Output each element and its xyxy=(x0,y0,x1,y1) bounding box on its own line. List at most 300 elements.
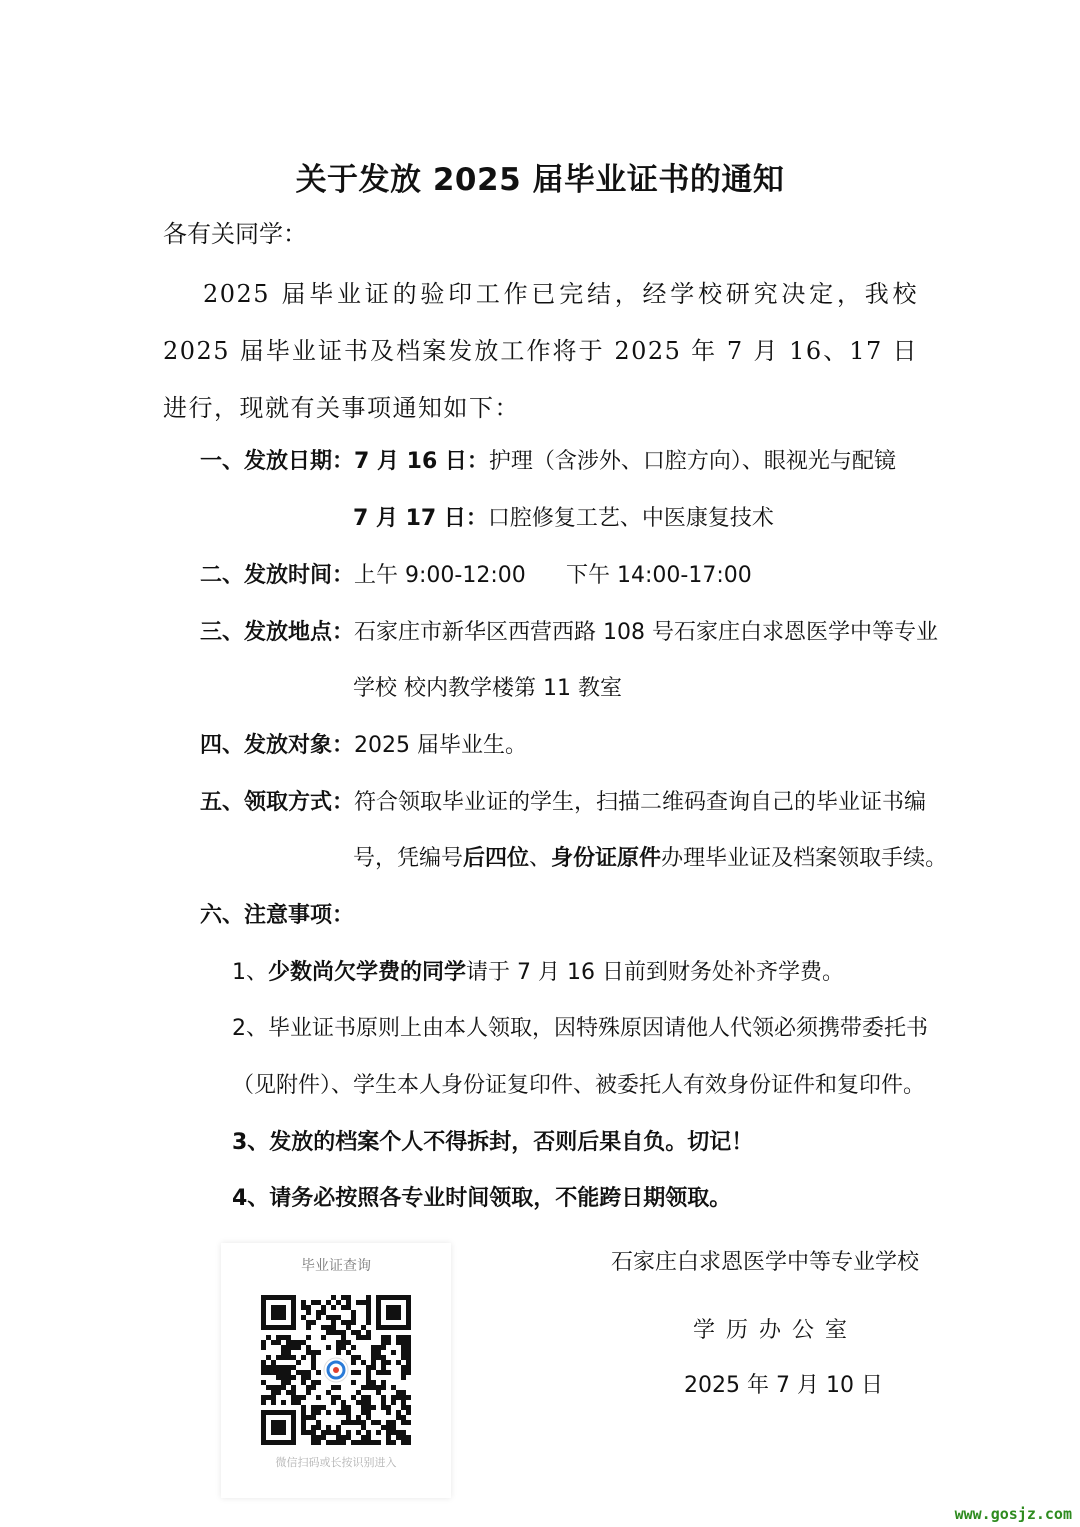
note-1 xyxy=(232,955,844,986)
qr-module xyxy=(366,1380,371,1385)
time-row xyxy=(200,558,526,589)
qr-module xyxy=(391,1425,396,1430)
qr-module xyxy=(311,1350,316,1355)
qr-module xyxy=(336,1385,341,1390)
qr-module xyxy=(366,1320,371,1325)
qr-module xyxy=(346,1320,351,1325)
qr-module xyxy=(281,1370,286,1375)
signature-school: 石家庄白求恩医学中等专业学校 xyxy=(611,1250,920,1275)
qr-module xyxy=(261,1400,266,1405)
qr-module xyxy=(286,1380,291,1385)
qr-module xyxy=(401,1375,406,1380)
qr-module xyxy=(306,1325,311,1330)
qr-module xyxy=(401,1365,406,1370)
qr-module xyxy=(361,1405,366,1410)
qr-module xyxy=(356,1400,361,1405)
qr-module xyxy=(286,1350,291,1355)
qr-module xyxy=(386,1410,391,1415)
qr-module xyxy=(351,1360,356,1365)
qr-module xyxy=(356,1415,361,1420)
qr-module xyxy=(326,1330,331,1335)
qr-module xyxy=(371,1360,376,1365)
qr-module xyxy=(296,1395,301,1400)
qr-module xyxy=(361,1420,366,1425)
qr-module xyxy=(361,1400,366,1405)
qr-module xyxy=(361,1335,366,1340)
qr-module xyxy=(366,1365,371,1370)
qr-module xyxy=(271,1390,276,1395)
qr-module xyxy=(301,1415,306,1420)
qr-module xyxy=(306,1385,311,1390)
qr-module xyxy=(366,1395,371,1400)
qr-module xyxy=(366,1435,371,1440)
qr-module xyxy=(336,1425,341,1430)
qr-module xyxy=(321,1335,326,1340)
qr-module xyxy=(356,1335,361,1340)
qr-module xyxy=(341,1340,346,1345)
qr-module xyxy=(381,1385,386,1390)
greeting: 各有关同学： xyxy=(163,220,307,248)
qr-module xyxy=(346,1435,351,1440)
qr-module xyxy=(401,1415,406,1420)
qr-module xyxy=(311,1440,316,1445)
qr-module xyxy=(346,1420,351,1425)
qr-module xyxy=(346,1410,351,1415)
qr-module xyxy=(406,1340,411,1345)
qr-module xyxy=(286,1335,291,1340)
day1-label: 7 月 16 日： xyxy=(354,449,489,474)
qr-module xyxy=(321,1430,326,1435)
qr-module xyxy=(301,1355,306,1360)
qr-module xyxy=(316,1435,321,1440)
qr-module xyxy=(391,1430,396,1435)
qr-module xyxy=(401,1440,406,1445)
qr-module xyxy=(341,1405,346,1410)
qr-module xyxy=(361,1385,366,1390)
dates-row-2 xyxy=(353,501,774,532)
qr-module xyxy=(406,1420,411,1425)
qr-module xyxy=(386,1360,391,1365)
qr-module xyxy=(316,1370,321,1375)
qr-module xyxy=(351,1440,356,1445)
qr-module xyxy=(286,1370,291,1375)
qr-module xyxy=(341,1330,346,1335)
qr-module xyxy=(356,1430,361,1435)
qr-module xyxy=(361,1410,366,1415)
qr-module xyxy=(261,1380,266,1385)
qr-module xyxy=(381,1355,386,1360)
qr-module xyxy=(281,1335,286,1340)
qr-module xyxy=(336,1410,341,1415)
qr-module xyxy=(401,1420,406,1425)
qr-module xyxy=(326,1440,331,1445)
method-label: 五、领取方式： xyxy=(200,790,355,815)
qr-module xyxy=(351,1320,356,1325)
qr-module xyxy=(261,1340,266,1345)
qr-module xyxy=(311,1405,316,1410)
target-label: 四、发放对象： xyxy=(200,733,355,758)
qr-module xyxy=(281,1345,286,1350)
qr-module xyxy=(271,1340,276,1345)
qr-module xyxy=(291,1400,296,1405)
qr-module xyxy=(291,1375,296,1380)
qr-module xyxy=(336,1300,341,1305)
qr-module xyxy=(356,1440,361,1445)
qr-module xyxy=(271,1360,276,1365)
qr-module xyxy=(356,1420,361,1425)
qr-module xyxy=(386,1430,391,1435)
qr-module xyxy=(386,1435,391,1440)
qr-module xyxy=(351,1420,356,1425)
note-4: 4、请务必按照各专业时间领取，不能跨日期领取。 xyxy=(232,1186,732,1211)
qr-module xyxy=(281,1400,286,1405)
qr-module xyxy=(271,1385,276,1390)
qr-module xyxy=(366,1430,371,1435)
qr-module xyxy=(316,1425,321,1430)
qr-module xyxy=(406,1360,411,1365)
qr-module xyxy=(261,1345,266,1350)
qr-module xyxy=(301,1375,306,1380)
qr-module xyxy=(351,1345,356,1350)
qr-module xyxy=(321,1325,326,1330)
qr-module xyxy=(391,1420,396,1425)
qr-module xyxy=(376,1420,381,1425)
qr-module xyxy=(401,1370,406,1375)
qr-module xyxy=(331,1305,336,1310)
qr-module xyxy=(356,1355,361,1360)
qr-module xyxy=(301,1410,306,1415)
qr-module xyxy=(336,1330,341,1335)
qr-module xyxy=(276,1370,281,1375)
qr-module xyxy=(311,1300,316,1305)
qr-module xyxy=(401,1390,406,1395)
qr-module xyxy=(341,1305,346,1310)
qr-module xyxy=(311,1425,316,1430)
qr-module xyxy=(261,1360,266,1365)
qr-title: 毕业证查询 xyxy=(301,1258,371,1274)
qr-module xyxy=(316,1395,321,1400)
qr-module xyxy=(266,1370,271,1375)
qr-caption: 微信扫码或长按识别进入 xyxy=(275,1456,397,1469)
signature-office: 学 历 办 公 室 xyxy=(693,1318,849,1343)
qr-module xyxy=(376,1355,381,1360)
qr-module xyxy=(406,1370,411,1375)
qr-module xyxy=(311,1380,316,1385)
qr-module xyxy=(331,1440,336,1445)
qr-module xyxy=(396,1430,401,1435)
qr-module xyxy=(381,1395,386,1400)
notes-label: 六、注意事项： xyxy=(200,903,355,928)
time-morning: 上午 9:00-12:00 xyxy=(354,563,526,588)
qr-module xyxy=(346,1325,351,1330)
qr-module xyxy=(361,1425,366,1430)
qr-module xyxy=(401,1345,406,1350)
qr-module xyxy=(371,1365,376,1370)
qr-module xyxy=(361,1395,366,1400)
qr-module xyxy=(366,1400,371,1405)
signature-date: 2025 年 7 月 10 日 xyxy=(684,1373,883,1398)
qr-module xyxy=(376,1345,381,1350)
qr-module xyxy=(346,1415,351,1420)
qr-module xyxy=(336,1435,341,1440)
qr-module xyxy=(381,1400,386,1405)
qr-module xyxy=(366,1300,371,1305)
qr-module xyxy=(326,1430,331,1435)
dates-label: 一、发放日期： xyxy=(200,449,355,474)
qr-module xyxy=(341,1295,346,1300)
qr-module xyxy=(376,1440,381,1445)
qr-module xyxy=(336,1430,341,1435)
qr-module xyxy=(291,1340,296,1345)
qr-module xyxy=(371,1380,376,1385)
qr-module xyxy=(316,1380,321,1385)
qr-module xyxy=(266,1355,271,1360)
qr-module xyxy=(361,1440,366,1445)
qr-module xyxy=(321,1310,326,1315)
qr-module xyxy=(336,1350,341,1355)
qr-module xyxy=(351,1395,356,1400)
qr-module xyxy=(271,1365,276,1370)
note-1-prefix: 1、 xyxy=(232,960,268,985)
qr-module xyxy=(396,1410,401,1415)
qr-module xyxy=(266,1335,271,1340)
qr-module xyxy=(326,1345,331,1350)
qr-module xyxy=(351,1370,356,1375)
qr-module xyxy=(381,1360,386,1365)
qr-module xyxy=(361,1360,366,1365)
qr-module xyxy=(391,1395,396,1400)
method-row xyxy=(200,785,926,816)
qr-module xyxy=(401,1400,406,1405)
qr-module xyxy=(346,1405,351,1410)
qr-module xyxy=(346,1295,351,1300)
qr-module xyxy=(351,1355,356,1360)
qr-module xyxy=(341,1320,346,1325)
qr-module xyxy=(331,1430,336,1435)
qr-module xyxy=(316,1440,321,1445)
qr-module xyxy=(316,1350,321,1355)
qr-module xyxy=(341,1440,346,1445)
qr-module xyxy=(331,1395,336,1400)
qr-module xyxy=(356,1390,361,1395)
qr-module xyxy=(291,1365,296,1370)
time-label: 二、发放时间： xyxy=(200,563,355,588)
qr-module xyxy=(331,1325,336,1330)
qr-module xyxy=(401,1405,406,1410)
qr-module xyxy=(286,1340,291,1345)
qr-module xyxy=(306,1320,311,1325)
qr-module xyxy=(301,1420,306,1425)
qr-module xyxy=(311,1415,316,1420)
qr-module xyxy=(306,1350,311,1355)
qr-module xyxy=(321,1405,326,1410)
intro-paragraph: 2025 届毕业证的验印工作已完结，经学校研究决定，我校 2025 届毕业证书及档案发放工作将于 2025 年 7 月 16、17 日进行，现就有关事项通知如下： xyxy=(163,280,918,422)
qr-module xyxy=(346,1350,351,1355)
qr-module xyxy=(301,1340,306,1345)
qr-module xyxy=(361,1300,366,1305)
qr-module xyxy=(331,1295,336,1300)
qr-module xyxy=(366,1330,371,1335)
qr-module xyxy=(386,1340,391,1345)
qr-module xyxy=(356,1300,361,1305)
method-last-four: 后四位 xyxy=(463,846,530,871)
day2-text: 口腔修复工艺、中医康复技术 xyxy=(487,506,774,531)
qr-module xyxy=(346,1300,351,1305)
qr-module xyxy=(376,1370,381,1375)
qr-module xyxy=(386,1335,391,1340)
qr-module xyxy=(281,1380,286,1385)
qr-module xyxy=(326,1410,331,1415)
qr-module xyxy=(371,1405,376,1410)
qr-module xyxy=(396,1415,401,1420)
qr-module xyxy=(346,1340,351,1345)
qr-module xyxy=(311,1410,316,1415)
qr-module xyxy=(291,1390,296,1395)
qr-module xyxy=(396,1435,401,1440)
qr-module xyxy=(371,1350,376,1355)
note-3: 3、发放的档案个人不得拆封，否则后果自负。切记！ xyxy=(232,1130,754,1155)
qr-module xyxy=(331,1400,336,1405)
qr-module xyxy=(306,1430,311,1435)
qr-module xyxy=(381,1335,386,1340)
qr-module xyxy=(336,1395,341,1400)
qr-module xyxy=(351,1315,356,1320)
qr-module xyxy=(291,1355,296,1360)
qr-finder-top-right xyxy=(376,1295,411,1330)
qr-module xyxy=(391,1385,396,1390)
qr-module xyxy=(406,1405,411,1410)
qr-module xyxy=(286,1345,291,1350)
qr-module xyxy=(391,1350,396,1355)
qr-finder-bottom-left xyxy=(261,1410,296,1445)
qr-module xyxy=(351,1330,356,1335)
qr-module xyxy=(401,1430,406,1435)
target-row xyxy=(200,728,527,759)
method-id-original: 身份证原件 xyxy=(551,846,662,871)
qr-module xyxy=(391,1400,396,1405)
qr-module xyxy=(406,1345,411,1350)
qr-module xyxy=(306,1375,311,1380)
qr-module xyxy=(261,1395,266,1400)
qr-module xyxy=(381,1345,386,1350)
qr-module xyxy=(281,1350,286,1355)
qr-module xyxy=(311,1385,316,1390)
qr-module xyxy=(371,1385,376,1390)
qr-code[interactable] xyxy=(261,1295,411,1445)
qr-module xyxy=(341,1345,346,1350)
qr-module xyxy=(376,1385,381,1390)
qr-card[interactable] xyxy=(221,1243,451,1498)
qr-module xyxy=(366,1370,371,1375)
qr-module xyxy=(341,1410,346,1415)
qr-module xyxy=(331,1330,336,1335)
qr-module xyxy=(341,1400,346,1405)
qr-module xyxy=(261,1365,266,1370)
qr-module xyxy=(336,1340,341,1345)
qr-module xyxy=(396,1390,401,1395)
method-text-e: 办理毕业证及档案领取手续。 xyxy=(661,846,948,871)
qr-module xyxy=(401,1355,406,1360)
qr-module xyxy=(316,1405,321,1410)
qr-module xyxy=(401,1350,406,1355)
qr-module xyxy=(286,1355,291,1360)
qr-module xyxy=(341,1420,346,1425)
qr-module xyxy=(381,1380,386,1385)
qr-module xyxy=(366,1385,371,1390)
qr-module xyxy=(346,1305,351,1310)
qr-module xyxy=(381,1340,386,1345)
note-2-line-2: （见附件）、学生本人身份证复印件、被委托人有效身份证件和复印件。 xyxy=(232,1073,926,1098)
qr-module xyxy=(366,1440,371,1445)
qr-module xyxy=(311,1430,316,1435)
qr-module xyxy=(356,1330,361,1335)
qr-module xyxy=(306,1370,311,1375)
notice-title: 关于发放 2025 届毕业证书的通知 xyxy=(295,162,785,198)
qr-module xyxy=(406,1350,411,1355)
qr-module xyxy=(271,1370,276,1375)
qr-module xyxy=(366,1410,371,1415)
qr-module xyxy=(276,1365,281,1370)
place-label: 三、发放地点： xyxy=(200,620,355,645)
qr-module xyxy=(386,1420,391,1425)
qr-module xyxy=(336,1440,341,1445)
qr-module xyxy=(406,1435,411,1440)
qr-module xyxy=(386,1370,391,1375)
qr-module xyxy=(311,1360,316,1365)
qr-module xyxy=(346,1430,351,1435)
day1-text: 护理（含涉外、口腔方向）、眼视光与配镜 xyxy=(488,449,896,474)
qr-module xyxy=(301,1370,306,1375)
qr-module xyxy=(306,1415,311,1420)
qr-module xyxy=(391,1440,396,1445)
qr-module xyxy=(306,1305,311,1310)
qr-module xyxy=(316,1420,321,1425)
qr-module xyxy=(311,1365,316,1370)
qr-module xyxy=(276,1335,281,1340)
qr-module xyxy=(351,1380,356,1385)
site-watermark: www.gosjz.com xyxy=(954,1505,1072,1523)
qr-module xyxy=(361,1435,366,1440)
qr-module xyxy=(316,1300,321,1305)
qr-module xyxy=(296,1345,301,1350)
qr-module xyxy=(261,1370,266,1375)
target-text: 2025 届毕业生。 xyxy=(354,733,527,758)
qr-module xyxy=(386,1405,391,1410)
qr-module xyxy=(281,1375,286,1380)
qr-module xyxy=(301,1395,306,1400)
qr-module xyxy=(301,1380,306,1385)
qr-module xyxy=(366,1335,371,1340)
qr-module xyxy=(386,1425,391,1430)
qr-module xyxy=(321,1435,326,1440)
qr-module xyxy=(296,1360,301,1365)
place-row xyxy=(200,615,938,646)
qr-module xyxy=(326,1315,331,1320)
qr-module xyxy=(311,1320,316,1325)
qr-module xyxy=(266,1365,271,1370)
qr-module xyxy=(376,1350,381,1355)
method-line-1: 符合领取毕业证的学生，扫描二维码查询自己的毕业证书编 xyxy=(354,790,927,815)
qr-module xyxy=(401,1340,406,1345)
note-2-line-1: 2、毕业证书原则上由本人领取，因特殊原因请他人代领必须携带委托书 xyxy=(232,1016,928,1041)
qr-module xyxy=(306,1390,311,1395)
qr-module xyxy=(366,1295,371,1300)
qr-module xyxy=(406,1440,411,1445)
qr-module xyxy=(366,1415,371,1420)
qr-module xyxy=(401,1435,406,1440)
qr-module xyxy=(301,1405,306,1410)
qr-module xyxy=(371,1345,376,1350)
